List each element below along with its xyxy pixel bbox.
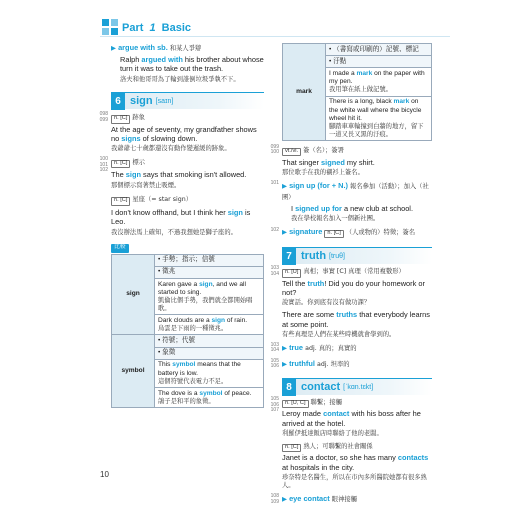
pos-tag: n. [U]	[282, 269, 301, 278]
page-number: 10	[100, 470, 109, 479]
left-column	[99, 43, 264, 408]
compare-label: 比較	[111, 241, 264, 252]
sense-contact-1: 105 106 107 n. [U, C] 聯繫；接觸 Leroy made contact with his boss after he arrived at the hotel. 利羅伊抵達飯店時聯絡了他的老闆。	[282, 397, 432, 438]
example: I don't know offhand, but I think her sign is Leo.	[111, 207, 251, 227]
translation: 我沒辦法馬上確知，不過我想她是獅子座的。	[111, 229, 237, 237]
example: The sign says that smoking isn't allowed.	[111, 170, 247, 180]
syn-word: mark	[283, 44, 326, 141]
entry-number: 7	[282, 248, 296, 265]
translation: 珍奈特是名醫生，所以在市內多所醫院她都有很多熟人。	[282, 473, 427, 490]
pos-tag: n. [C]	[282, 444, 301, 453]
sense-sign-3: n. [C] 星座（= star sign） I don't know offhand, but I think her sign is Leo. 我沒辦法馬上確知，不過我想她是獅子座的。	[111, 194, 264, 237]
entry-number: 8	[282, 379, 296, 396]
entry-phonetic: [truθ]	[329, 252, 345, 260]
phrase-argue: ▶ argue with sb. 和某人爭辯	[111, 43, 202, 52]
syn-word: symbol	[112, 335, 155, 408]
translation: 我爺爺七十歲都還沒有動作變遲緩的跡象。	[111, 145, 231, 153]
entry-number: 6	[111, 93, 125, 110]
entry-phonetic: [saɪn]	[155, 97, 174, 105]
pos-tag: n. [C]	[111, 115, 130, 124]
pos-tag: n. [C]	[111, 197, 130, 206]
entry-word: truth	[301, 250, 327, 263]
audio-track-numbers: 105 106	[270, 357, 279, 369]
translation: 利羅伊抵達飯店時聯絡了他的老闆。	[282, 429, 383, 437]
derivative-eye-contact: 108 109 ▶ eye contact 眼神接觸	[282, 494, 432, 505]
right-column	[270, 43, 432, 505]
translation: 說實話。你到底有沒有做功課？	[282, 299, 371, 307]
comparison-table-sign-symbol: sign • 手勢；指示；信號 • 徵兆 Karen gave a sign, and we all started to sing. 凱倫比個手勢，我們就全都開始唱歌。 Dark clouds are a sign of rain. 烏雲是下雨的一種徵兆。 symbol • 符號；代號 • 象徵 This symbol means that the battery is low. 這個符號代表電力不足。 The dove is a symbol of peace. 鴿子是和平的象徵。	[111, 254, 264, 409]
sense-contact-2: n. [C] 熟人；可聯繫的社會關係 Janet is a doctor, so she has many contacts at hospitals in the city. 珍奈特是名醫生，所以在市內多所醫院她都有很多熟人。	[282, 441, 432, 490]
translation: 有些真理是人們在某些時機就會學到的。	[282, 330, 396, 338]
example-argue: Ralph argued with his brother about whose turn it was to take out the trash.	[120, 54, 264, 74]
translation: 那位歌手在我的襯衫上簽名。	[282, 169, 364, 177]
translation-argue: 洛夫和他哥哥為了輪到誰倒垃圾爭執不下。	[120, 76, 240, 84]
audio-track-numbers: 103 104	[270, 342, 279, 354]
entry-word: sign	[130, 95, 153, 108]
sense-sign-1: 098 099 n. [C] 跡象 At the age of seventy, my grandfather shows no signs of slowing down. 我爺爺七十歲都還沒有動作變遲緩的跡象。	[111, 112, 264, 153]
audio-track-numbers: 099 100	[270, 144, 279, 156]
pos-tag: vt./vi.	[282, 148, 301, 157]
syn-word: sign	[112, 254, 155, 335]
example: At the age of seventy, my grandfather shows no signs of slowing down.	[111, 124, 257, 144]
derivative-truthful: 105 106 ▶ truthful adj. 坦率的	[282, 359, 432, 370]
audio-track-numbers: 108 109	[270, 493, 279, 505]
translation: 那個標示寫著禁止吸煙。	[111, 182, 181, 190]
phrase-argue-term: argue with sb.	[118, 43, 168, 52]
pos-tag: n. [C]	[111, 160, 130, 169]
audio-track-numbers: 101	[270, 180, 279, 187]
translation: 我在學校報名加入一個新社團。	[291, 215, 380, 223]
example: That singer signed my shirt.	[282, 158, 375, 168]
entry-heading-sign	[111, 92, 264, 109]
entry-word: contact	[301, 381, 341, 394]
audio-track-numbers: 100 101 102	[99, 156, 108, 173]
entry-heading-contact	[282, 378, 432, 395]
example: Leroy made contact with his boss after he arrived at the hotel.	[282, 409, 421, 429]
pos-tag: n. [U, C]	[282, 400, 309, 409]
part-heading: Part 1 Basic	[122, 22, 192, 34]
header-rule	[100, 36, 450, 37]
entry-phonetic: [ˈkɑn.tɛkt]	[343, 383, 374, 391]
audio-track-numbers: 098 099	[99, 111, 108, 123]
example: I signed up for a new club at school.	[291, 204, 413, 214]
part-logo	[102, 19, 118, 35]
sense-sign-verb: 099 100 vt./vi. 簽（名）；簽署 That singer signed my shirt. 那位歌手在我的襯衫上簽名。	[282, 145, 432, 177]
audio-track-numbers: 102	[270, 227, 279, 234]
derivative-true: 103 104 ▶ true adj. 真的；真實的	[282, 343, 432, 354]
sense-sign-2: 100 101 102 n. [C] 標示 The sign says that smoking isn't allowed. 那個標示寫著禁止吸煙。	[111, 157, 264, 190]
example: Janet is a doctor, so she has many contacts at hospitals in the city.	[282, 453, 429, 473]
example: Tell the truth! Did you do your homework or not?	[282, 278, 425, 298]
phrase-sign-up: 101 ▶ sign up (for + N.) 報名參加（活動）；加入（社團） I signed up for a new club at school. 我在學校報名加入一個新社團。	[282, 181, 432, 223]
derivative-signature: 102 ▶ signature n. [C] （人或物的）特徵；簽名	[282, 227, 432, 238]
entry-heading-truth	[282, 247, 432, 264]
sense-truth: 103 104 n. [U] 真相；事實 [C] 真理（常用複數形） Tell the truth! Did you do your homework or not? 說實話。你到底有沒有做功課？ There are some truths that everybody learns at some point. 有些真理是人們在某些時機就會學到的。	[282, 266, 432, 339]
audio-track-numbers: 103 104	[270, 265, 279, 277]
comparison-table-mark: mark • （書寫或印刷的）記號、標記 • 汙點 I made a mark on the paper with my pen. 我用筆在紙上做記號。 There is a long, black mark on the white wall where the bicycle wheel hit it. 腳踏車車輪撞到白牆的地方，留下一道又長又黑的汙痕。	[282, 43, 432, 141]
audio-track-numbers: 105 106 107	[270, 396, 279, 413]
example: There are some truths that everybody learns at some point.	[282, 310, 430, 330]
